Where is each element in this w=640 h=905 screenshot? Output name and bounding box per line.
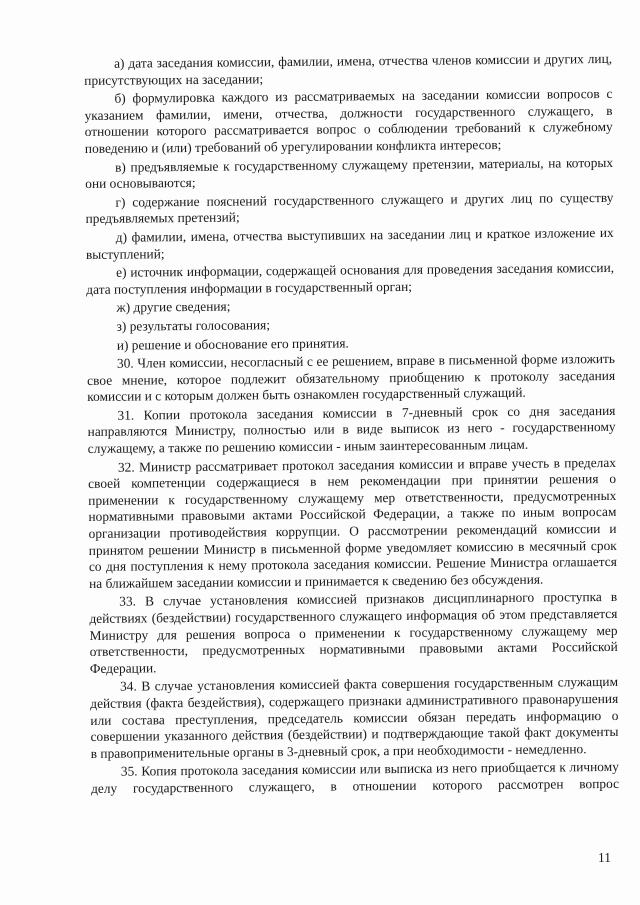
paragraph-item-a: а) дата заседания комиссии, фамилии, имена, отчества членов комиссии и других лиц, присутствующих на заседании;	[84, 50, 613, 88]
paragraph-34: 34. В случае установления комиссией факта совершения государственным служащим действия (факта бездействия), содержащего признаки административного правонарушения или состава преступления, председатель комиссии обязан передать информацию о совершении указанного действия (бездействии) и подтверждающие такой факт документы в правоприменительные органы в 3-дневный срок, а при необходимости - немедленно.	[90, 674, 619, 761]
paragraph-item-e: е) источник информации, содержащей основания для проведения заседания комиссии, дата поступления информации в государственный орган;	[86, 260, 615, 297]
paragraph-item-d: д) фамилии, имена, отчества выступивших на заседании лиц и краткое изложение их выступлений;	[85, 224, 614, 262]
document-body	[84, 51, 619, 800]
paragraph-item-zh: ж) другие сведения;	[116, 298, 231, 316]
paragraph-35: 35. Копия протокола заседания комиссии или выписка из него приобщается к личному делу государственного служащего, в отношении которого рассмотрен вопрос	[90, 759, 620, 796]
page-number: 11	[598, 850, 611, 865]
paragraph-item-i: и) решение и обоснование его принятия.	[116, 334, 349, 353]
paragraph-31: 31. Копии протокола заседания комиссии в 7-дневный срок со дня заседания направляются Министру, полностью или в виде выписок из него - государственному служащему, а также по решению комиссии - иным заинтересованным лицам.	[87, 402, 616, 457]
paragraph-item-g: г) содержание пояснений государственного служащего и других лиц по существу предъявляемых претензий;	[85, 189, 614, 227]
paragraph-item-z: з) результаты голосования;	[116, 317, 271, 334]
paragraph-30: 30. Член комиссии, несогласный с ее решением, вправе в письменной форме изложить свое мнение, которое подлежит обязательному приобщению к протоколу заседания комиссии и с которым должен быть ознакомлен государственный служащий.	[87, 351, 616, 405]
paragraph-item-v: в) предъявляемые к государственному служащему претензии, материалы, на которых они основываются;	[85, 154, 614, 192]
paragraph-32: 32. Министр рассматривает протокол заседания комиссии и вправе учесть в пределах своей компетенции содержащиеся в нем рекомендации при принятии решения о применении к государственному служащему мер ответственности, предусмотренных нормативными правовыми актами Российской Федерации, а также по иным вопросам организации противодействия коррупции. О рассмотрении рекомендаций комиссии и принятом решении Министр в письменной форме уведомляет комиссию в месячный срок со дня поступления к нему протокола заседания комиссии. Решение Министра оглашается на ближайшем заседании комиссии и принимается к сведению без обсуждения.	[88, 454, 617, 591]
paragraph-33: 33. В случае установления комиссией признаков дисциплинарного проступка в действиях (бездействии) государственного служащего информация об этом представляется Министру для решения вопроса о применении к государственному служащему мер ответственности, предусмотренных нормативными правовыми актами Российской Федерации.	[89, 589, 618, 676]
paragraph-item-b: б) формулировка каждого из рассматриваемых на заседании комиссии вопросов с указанием фамилии, имени, отчества, должности государственного служащего, в отношении которого рассматривается вопрос о соблюдении требований к служебному поведению и (или) требований об урегулировании конфликта интересов;	[84, 86, 613, 156]
